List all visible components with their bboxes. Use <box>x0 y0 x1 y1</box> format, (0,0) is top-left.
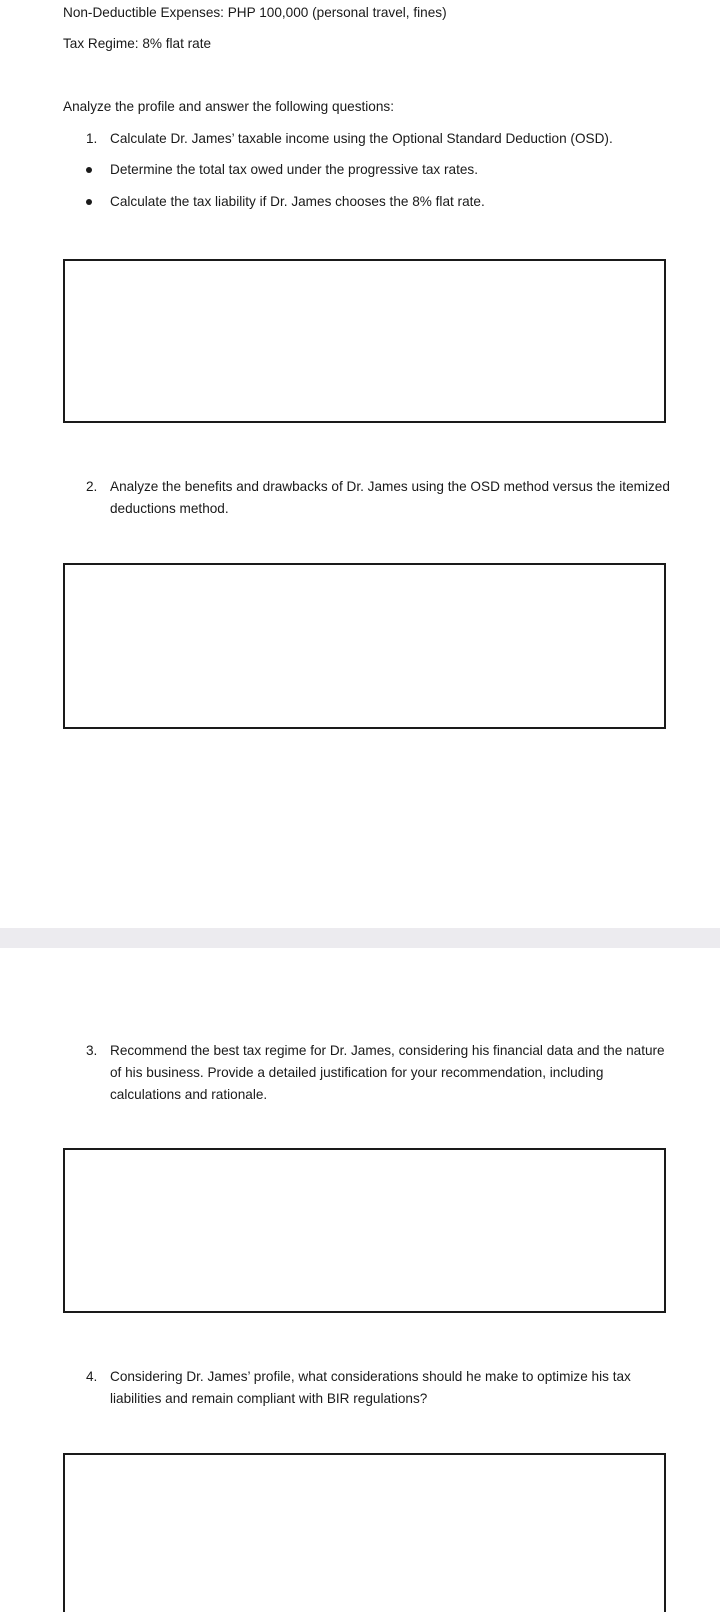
non-deductible-expenses-line: Non-Deductible Expenses: PHP 100,000 (personal travel, fines) <box>63 5 447 20</box>
tax-regime-line: Tax Regime: 8% flat rate <box>63 36 212 51</box>
instructions-text: Analyze the profile and answer the following questions: <box>63 99 394 114</box>
page-separator <box>0 928 720 948</box>
bullet-icon <box>86 167 92 173</box>
question-4-number: 4. <box>86 1369 98 1384</box>
answer-box-1[interactable] <box>63 259 666 423</box>
answer-box-3[interactable] <box>63 1148 666 1313</box>
answer-box-4[interactable] <box>63 1453 666 1612</box>
question-4-text: Considering Dr. James’ profile, what considerations should he make to optimize his tax liabilities and remain compliant with BIR regulations? <box>110 1369 631 1406</box>
document-page-2 <box>0 948 720 1612</box>
question-2-number: 2. <box>86 479 98 494</box>
question-2-text: Analyze the benefits and drawbacks of Dr. James using the OSD method versus the itemized deductions method. <box>110 479 670 516</box>
bullet-icon <box>86 199 92 205</box>
question-3-number: 3. <box>86 1043 98 1058</box>
question-1-text: Calculate Dr. James’ taxable income using the Optional Standard Deduction (OSD). <box>110 131 613 146</box>
answer-box-2[interactable] <box>63 563 666 729</box>
question-1-number: 1. <box>86 131 98 146</box>
question-1-subitem-a: Determine the total tax owed under the progressive tax rates. <box>110 162 478 177</box>
question-3-text: Recommend the best tax regime for Dr. James, considering his financial data and the nature of his business. Provide a detailed justification for your recommendation, including calculations and rationale. <box>110 1043 665 1102</box>
question-1-subitem-b: Calculate the tax liability if Dr. James chooses the 8% flat rate. <box>110 194 485 209</box>
